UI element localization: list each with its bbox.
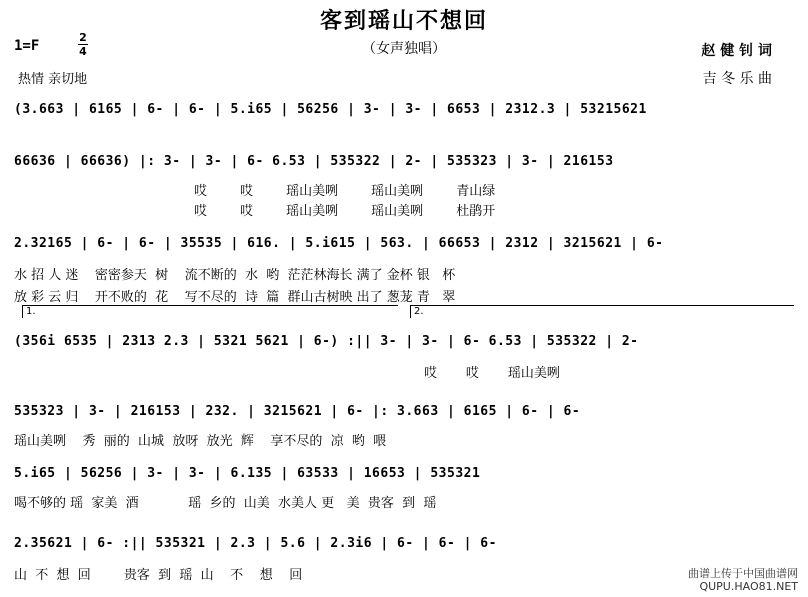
notation-line-5: 535323 | 3- | 216153 | 232. | 3215621 | 6- |: 3.663 | 6165 | 6- | 6- [14, 404, 581, 419]
lyric-line-3a: 水 招 人 迷 密密参天 树 流不断的 水 哟 茫茫林海长 满了 金杯 银 杯 [14, 268, 456, 283]
first-ending-label: 1. [26, 306, 36, 317]
song-title: 客到瑶山不想回 [319, 9, 488, 34]
lyric-line-2b: 哎 哎 瑶山美咧 瑶山美咧 杜鹃开 [194, 204, 496, 219]
watermark-line-2: QUPU.HAO81.NET [699, 580, 798, 593]
time-signature [78, 32, 88, 57]
notation-line-3: 2.32165 | 6- | 6- | 35535 | 616. | 5.i615 | 563. | 66653 | 2312 | 3215621 | 6- [14, 236, 664, 251]
lyric-line-6a: 喝不够的 瑶 家美 酒 瑶 乡的 山美 水美人 更 美 贵客 到 瑶 [14, 496, 437, 511]
notation-line-4: (356i 6535 | 2313 2.3 | 5321 5621 | 6-) :|| 3- | 3- | 6- 6.53 | 535322 | 2- [14, 334, 639, 349]
watermark-line-1: 曲谱上传于中国曲谱网 [688, 567, 798, 580]
site-watermark [688, 567, 798, 593]
composer-credit: 吉 冬 乐 曲 [702, 71, 772, 87]
lyric-line-4a: 哎 哎 瑶山美咧 [424, 366, 560, 381]
lyric-line-2a: 哎 哎 瑶山美咧 瑶山美咧 青山绿 [194, 184, 496, 199]
lyric-line-7a: 山 不 想 回 贵客 到 瑶 山 不 想 回 [14, 568, 303, 583]
second-ending-label: 2. [414, 306, 424, 317]
lyric-line-3b: 放 彩 云 归 开不败的 花 写不尽的 诗 篇 群山古树映 出了 葱茏 青 翠 [14, 290, 456, 305]
notation-line-2: 66636 | 66636) |: 3- | 3- | 6- 6.53 | 535322 | 2- | 535323 | 3- | 216153 [14, 154, 614, 169]
time-signature-bottom: 4 [79, 45, 87, 58]
time-signature-top: 2 [79, 31, 87, 44]
lyric-line-5a: 瑶山美咧 秀 丽的 山城 放呀 放光 辉 享不尽的 凉 哟 喂 [14, 434, 387, 449]
first-ending-bracket [22, 305, 398, 318]
notation-line-1: (3.663 | 6165 | 6- | 6- | 5.i65 | 56256 | 3- | 3- | 6653 | 2312.3 | 53215621 [14, 102, 647, 117]
song-subtitle: （女声独唱） [362, 41, 446, 57]
key-signature: 1=F [14, 38, 40, 54]
tempo-marking: 热情 亲切地 [18, 72, 88, 87]
lyricist-credit: 赵 健 钊 词 [701, 43, 772, 59]
notation-line-7: 2.35621 | 6- :|| 535321 | 2.3 | 5.6 | 2.3i6 | 6- | 6- | 6- [14, 536, 497, 551]
notation-line-6: 5.i65 | 56256 | 3- | 3- | 6.135 | 63533 | 16653 | 535321 [14, 466, 481, 481]
second-ending-bracket [410, 305, 794, 318]
